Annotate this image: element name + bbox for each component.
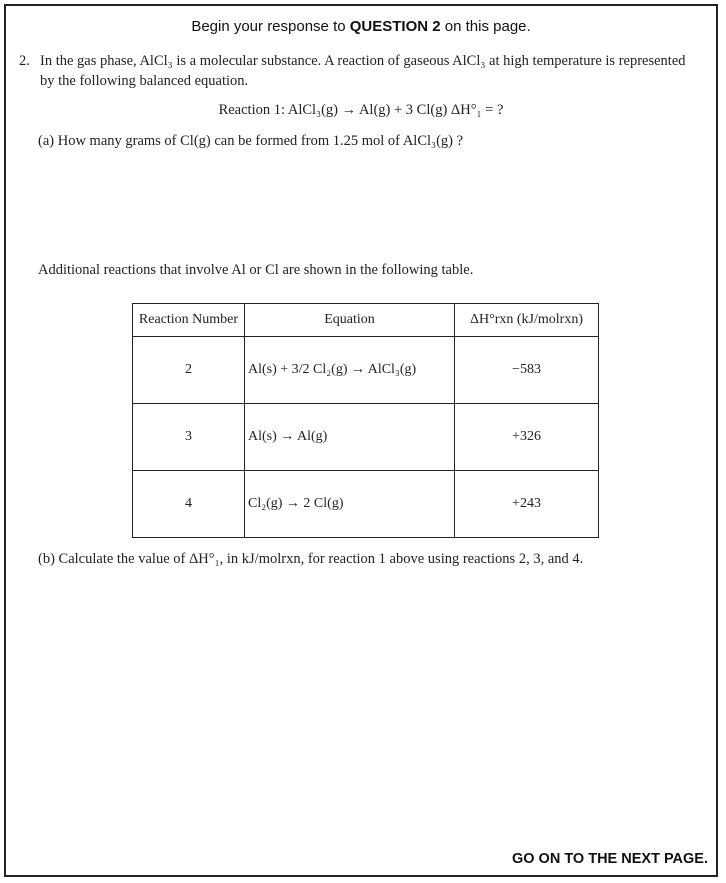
question-intro-line1: In the gas phase, AlCl₃ is a molecular substance. A reaction of gaseous AlCl₃ at high temperature is represented: [40, 53, 686, 69]
question-intro-line2: by the following balanced equation.: [40, 73, 249, 89]
reaction-number: 2: [133, 337, 245, 404]
part-a-prompt: (a) How many grams of Cl(g) can be formed from 1.25 mol of AlCl₃(g) ?: [38, 133, 464, 149]
reactions-table: [132, 303, 599, 538]
next-page-notice: GO ON TO THE NEXT PAGE.: [511, 851, 708, 867]
reaction-number: 3: [133, 404, 245, 471]
exam-page: [4, 4, 718, 877]
reaction-1-equation: Reaction 1: AlCl₃(g) → Al(g) + 3 Cl(g) ΔH°₁ = ?: [218, 102, 504, 118]
table-header-row: [133, 304, 599, 337]
question-label: QUESTION 2: [349, 18, 441, 35]
table-row: [133, 471, 599, 538]
table-row: [133, 337, 599, 404]
part-b-prompt: (b) Calculate the value of ΔH°₁, in kJ/molrxn, for reaction 1 above using reactions 2, 3, and 4.: [38, 551, 584, 567]
header-enthalpy: ΔH°rxn (kJ/molrxn): [455, 304, 599, 337]
header-reaction-number: Reaction Number: [133, 304, 245, 337]
reaction-equation: Al(s) + 3/2 Cl₂(g) → AlCl₃(g): [245, 337, 455, 404]
page-header: Begin your response to QUESTION 2 on this page.: [191, 18, 531, 35]
reaction-enthalpy: +326: [455, 404, 599, 471]
question-number: 2.: [19, 53, 30, 69]
reaction-equation: Al(s) → Al(g): [245, 404, 455, 471]
reaction-enthalpy: +243: [455, 471, 599, 538]
reaction-number: 4: [133, 471, 245, 538]
table-row: [133, 404, 599, 471]
header-equation: Equation: [245, 304, 455, 337]
reaction-enthalpy: −583: [455, 337, 599, 404]
table-intro: Additional reactions that involve Al or Cl are shown in the following table.: [38, 262, 474, 278]
reaction-equation: Cl₂(g) → 2 Cl(g): [245, 471, 455, 538]
